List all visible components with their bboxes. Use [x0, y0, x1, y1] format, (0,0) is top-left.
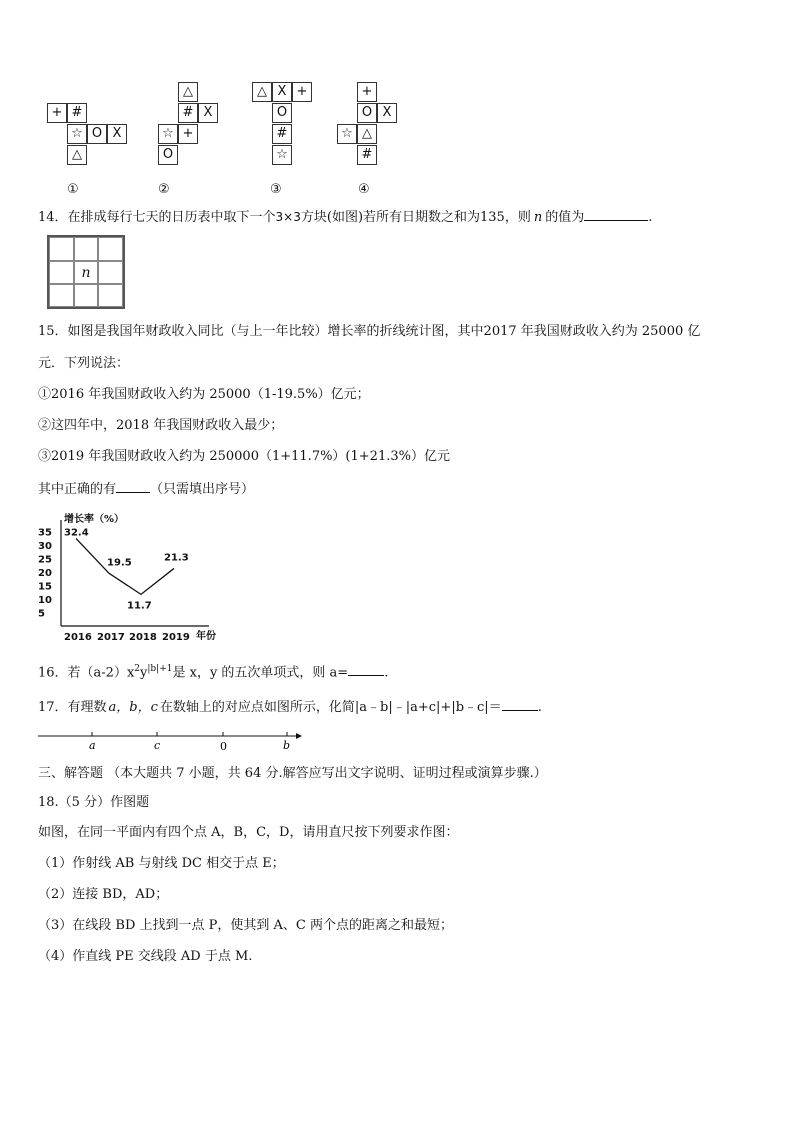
- q14-end: .: [648, 210, 653, 225]
- q16-sup: 2: [134, 664, 141, 674]
- q14-text: 14．在排成每行七天的日历表中取下一个: [38, 210, 276, 225]
- grid-cell: [98, 284, 123, 307]
- net-cell: O: [272, 103, 292, 123]
- q15-option-1: ①2016 年我国财政收入约为 25000（1-19.5%）亿元；: [38, 387, 370, 402]
- chart-x-tick-label: 2018: [129, 632, 157, 643]
- chart-data-label: 19.5: [107, 557, 132, 569]
- chart-y-tick-label: 20: [38, 567, 52, 579]
- label-b: b: [283, 739, 291, 752]
- q16-text: y: [140, 665, 148, 681]
- q18-intro: 如图，在同一平面内有四个点 A，B，C，D，请用直尺按下列要求作图：: [38, 825, 459, 840]
- q18-step-2: （2）连接 BD，AD；: [38, 887, 169, 902]
- chart-y-tick-label: 10: [38, 594, 52, 606]
- chart-data-label: 32.4: [64, 527, 89, 539]
- q18-step-3: （3）在线段 BD 上找到一点 P，使其到 A、C 两个点的距离之和最短；: [38, 918, 453, 933]
- grid-cell: [74, 237, 98, 261]
- net-cell: X: [107, 124, 127, 144]
- label-0: 0: [220, 740, 227, 753]
- net-cell: ☆: [158, 124, 178, 144]
- q15-ask: [38, 480, 254, 498]
- net-cell: +: [357, 82, 377, 102]
- q15-line1: 15．如图是我国年财政收入同比（与上一年比较）增长率的折线统计图，其中2017 年我国财政收入约为 25000 亿: [38, 324, 701, 339]
- chart-y-tick-label: 25: [38, 554, 52, 566]
- growth-rate-chart: [34, 508, 234, 648]
- net-cell: #: [272, 124, 292, 144]
- net-cell: X: [198, 103, 218, 123]
- net-cell: X: [377, 103, 397, 123]
- number-line-arrow: [296, 733, 302, 739]
- q15-ask-text: （只需填出序号）: [150, 482, 255, 497]
- q15-option-2: ②这四年中，2018 年我国财政收入最少；: [38, 418, 284, 433]
- q16-sup: |b|+1: [147, 664, 173, 674]
- net-cell: +: [292, 82, 312, 102]
- chart-y-tick-label: 35: [38, 527, 52, 539]
- chart-x-tick-label: 2016: [64, 632, 92, 643]
- chart-y-tick-label: 30: [38, 540, 52, 552]
- net-label: ③: [270, 182, 282, 197]
- q14-dims: 3×3: [275, 210, 301, 224]
- chart-y-tick-label: 15: [38, 581, 52, 593]
- net-label: ①: [67, 182, 79, 197]
- q16-text: 是 x，y 的五次单项式，则 a=: [172, 665, 349, 681]
- question-16: [38, 661, 388, 681]
- q14-text: 的值为: [545, 210, 585, 225]
- label-a: a: [89, 739, 96, 752]
- answer-blank[interactable]: [116, 480, 150, 493]
- section-3-heading: 三、解答题 （本大题共 7 小题，共 64 分.解答应写出文字说明、证明过程或演算步骤.）: [38, 766, 547, 781]
- chart-data-label: 11.7: [127, 600, 152, 612]
- net-cell: △: [178, 82, 198, 102]
- q14-text: 方块(如图)若所有日期数之和为135，则: [300, 210, 531, 225]
- chart-x-tick-label: 2017: [97, 632, 125, 643]
- q15-line2: 元．下列说法：: [38, 356, 130, 371]
- grid-cell: [49, 284, 74, 307]
- q15-option-3: ③2019 年我国财政收入约为 250000（1+11.7%）(1+21.3%）亿元: [38, 449, 450, 464]
- grid-cell: [74, 284, 98, 307]
- grid-cell: [49, 261, 74, 284]
- net-cell: ☆: [337, 124, 357, 144]
- q14-var: n: [533, 210, 543, 225]
- net-cell: O: [357, 103, 377, 123]
- net-cell: +: [47, 103, 67, 123]
- net-cell: +: [178, 124, 198, 144]
- net-cell: △: [252, 82, 272, 102]
- number-line: [34, 726, 304, 754]
- net-cell: #: [67, 103, 87, 123]
- net-cell: #: [357, 145, 377, 165]
- q17-vars: a，b，c: [108, 700, 158, 715]
- q16-text: 16．若（a-2）x: [38, 665, 135, 681]
- label-c: c: [154, 739, 161, 752]
- chart-ylabel: 增长率（%）: [64, 514, 125, 525]
- net-cell: △: [357, 124, 377, 144]
- grid-cell: [98, 237, 123, 261]
- grid-cell-n: n: [74, 261, 98, 284]
- q17-end: .: [537, 700, 542, 715]
- chart-data-label: 21.3: [164, 552, 189, 564]
- net-cell: ☆: [67, 124, 87, 144]
- q18-step-4: （4）作直线 PE 交线段 AD 于点 M.: [38, 949, 253, 964]
- grid-cell: [49, 237, 74, 261]
- question-14: [38, 208, 652, 226]
- net-label: ④: [358, 182, 370, 197]
- question-17: [38, 698, 542, 716]
- q16-end: .: [384, 665, 389, 681]
- net-cell: O: [158, 145, 178, 165]
- net-cell: X: [272, 82, 292, 102]
- answer-blank[interactable]: [348, 663, 384, 676]
- net-cell: O: [87, 124, 107, 144]
- q18-step-1: （1）作射线 AB 与射线 DC 相交于点 E；: [38, 856, 285, 871]
- net-cell: #: [178, 103, 198, 123]
- calendar-3x3-grid: [47, 235, 125, 309]
- answer-blank[interactable]: [584, 208, 648, 221]
- net-cell: ☆: [272, 145, 292, 165]
- q18-title: 18.（5 分）作图题: [38, 795, 150, 810]
- q15-ask-text: 其中正确的有: [38, 482, 117, 497]
- net-label: ②: [158, 182, 170, 197]
- chart-x-tick-label: 2019: [162, 632, 190, 643]
- cube-nets-figure: [0, 0, 794, 200]
- chart-xlabel: 年份: [196, 631, 216, 642]
- q17-text: 在数轴上的对应点如图所示，化简|a﹣b|﹣|a+c|+|b﹣c|＝: [159, 700, 502, 715]
- net-cell: △: [67, 145, 87, 165]
- grid-cell: [98, 261, 123, 284]
- q17-text: 17．有理数: [38, 700, 107, 715]
- answer-blank[interactable]: [502, 698, 538, 711]
- chart-y-tick-label: 5: [38, 608, 45, 620]
